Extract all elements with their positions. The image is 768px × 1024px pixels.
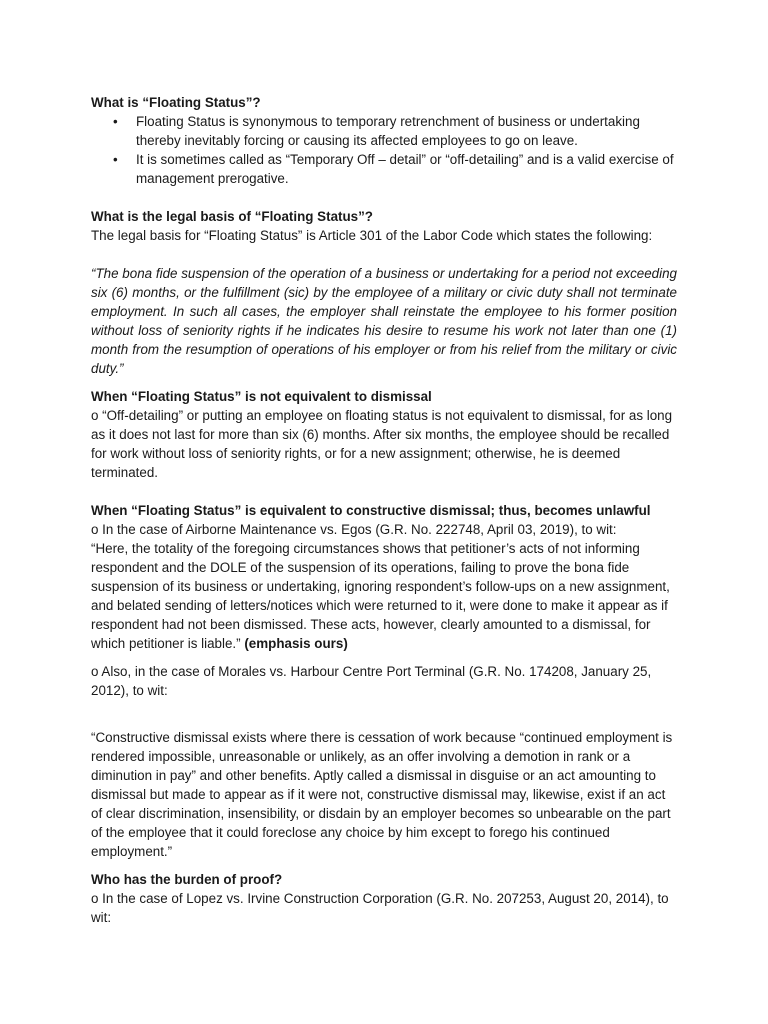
article-301-quote: “The bona fide suspension of the operation of a business or undertaking for a period not exceeding six (6) months, or the fulfillment (sic) by the employee of a military or civic duty shall not terminate employment. In such all cases, the employer shall reinstate the employee to his former position without loss of seniority rights if he indicates his desire to resume his work not later than one (1) month from the resumption of operations of his employer or from his relief from the military or civic duty.” (91, 266, 677, 376)
legal-basis-intro: The legal basis for “Floating Status” is Article 301 of the Labor Code which states the following: (91, 228, 653, 243)
bullet-item (91, 150, 677, 188)
document-body (91, 93, 677, 927)
spacer (91, 188, 677, 207)
morales-case-quote: “Constructive dismissal exists where there is cessation of work because “continued employment is rendered impossible, unreasonable or unlikely, as an offer involving a demotion in rank or a diminution in pay” and other benefits. Aptly called a dismissal in disguise or an act amounting to dismissal but made to appear as if it were not, constructive dismissal may, likewise, exist if an act of clear discrimination, insensibility, or disdain by an employer becomes so unbearable on the part of the employee that it could foreclose any choice by him except to forego his continued employment.” (91, 730, 673, 859)
heading-legal-basis: What is the legal basis of “Floating Status”? (91, 209, 373, 224)
heading-not-equivalent-to-dismissal: When “Floating Status” is not equivalent to dismissal (91, 389, 432, 404)
airborne-quote-text: “Here, the totality of the foregoing circumstances shows that petitioner’s acts of not informing respondent and the DOLE of the suspension of its operations, failing to prove the bona fide suspension of its business or undertaking, ignoring respondent’s follow-ups on a new assignment, and belated sending of letters/notices which were returned to it, were done to make it appear as if respondent had not been dismissed. These acts, however, clearly amounted to a dismissal, for which petitioner is liable.” (91, 541, 670, 651)
heading-constructive-dismissal: When “Floating Status” is equivalent to constructive dismissal; thus, becomes unlawful (91, 503, 651, 518)
spacer (91, 653, 677, 662)
spacer (91, 482, 677, 501)
spacer (91, 719, 677, 728)
bullet-item (91, 112, 677, 150)
bullet-icon: • (113, 152, 118, 167)
airborne-case-intro: o In the case of Airborne Maintenance vs. Egos (G.R. No. 222748, April 03, 2019), to wit: (91, 522, 617, 537)
spacer (91, 245, 677, 264)
off-detailing-paragraph: o “Off-detailing” or putting an employee on floating status is not equivalent to dismissal, for as long as it does not last for more than six (6) months. After six months, the employee should be recalled for work without loss of seniority rights, or for a new assignment; otherwise, he is deemed terminated. (91, 408, 673, 480)
definition-bullet-list (91, 112, 677, 188)
bullet-icon: • (113, 114, 118, 129)
emphasis-note: (emphasis ours) (244, 636, 348, 651)
spacer (91, 378, 677, 387)
morales-case-intro: o Also, in the case of Morales vs. Harbour Centre Port Terminal (G.R. No. 174208, January 25, 2012), to wit: (91, 664, 652, 698)
heading-burden-of-proof: Who has the burden of proof? (91, 872, 283, 887)
bullet-text: It is sometimes called as “Temporary Off – detail” or “off-detailing” and is a valid exercise of management prerogative. (136, 152, 674, 186)
airborne-case-quote (91, 539, 677, 653)
lopez-case-intro: o In the case of Lopez vs. Irvine Construction Corporation (G.R. No. 207253, August 20, 2014), to wit: (91, 891, 669, 925)
spacer (91, 861, 677, 870)
bullet-text: Floating Status is synonymous to temporary retrenchment of business or undertaking thereby inevitably forcing or causing its affected employees to go on leave. (136, 114, 640, 148)
heading-what-is-floating-status: What is “Floating Status”? (91, 95, 261, 110)
spacer (91, 700, 677, 719)
